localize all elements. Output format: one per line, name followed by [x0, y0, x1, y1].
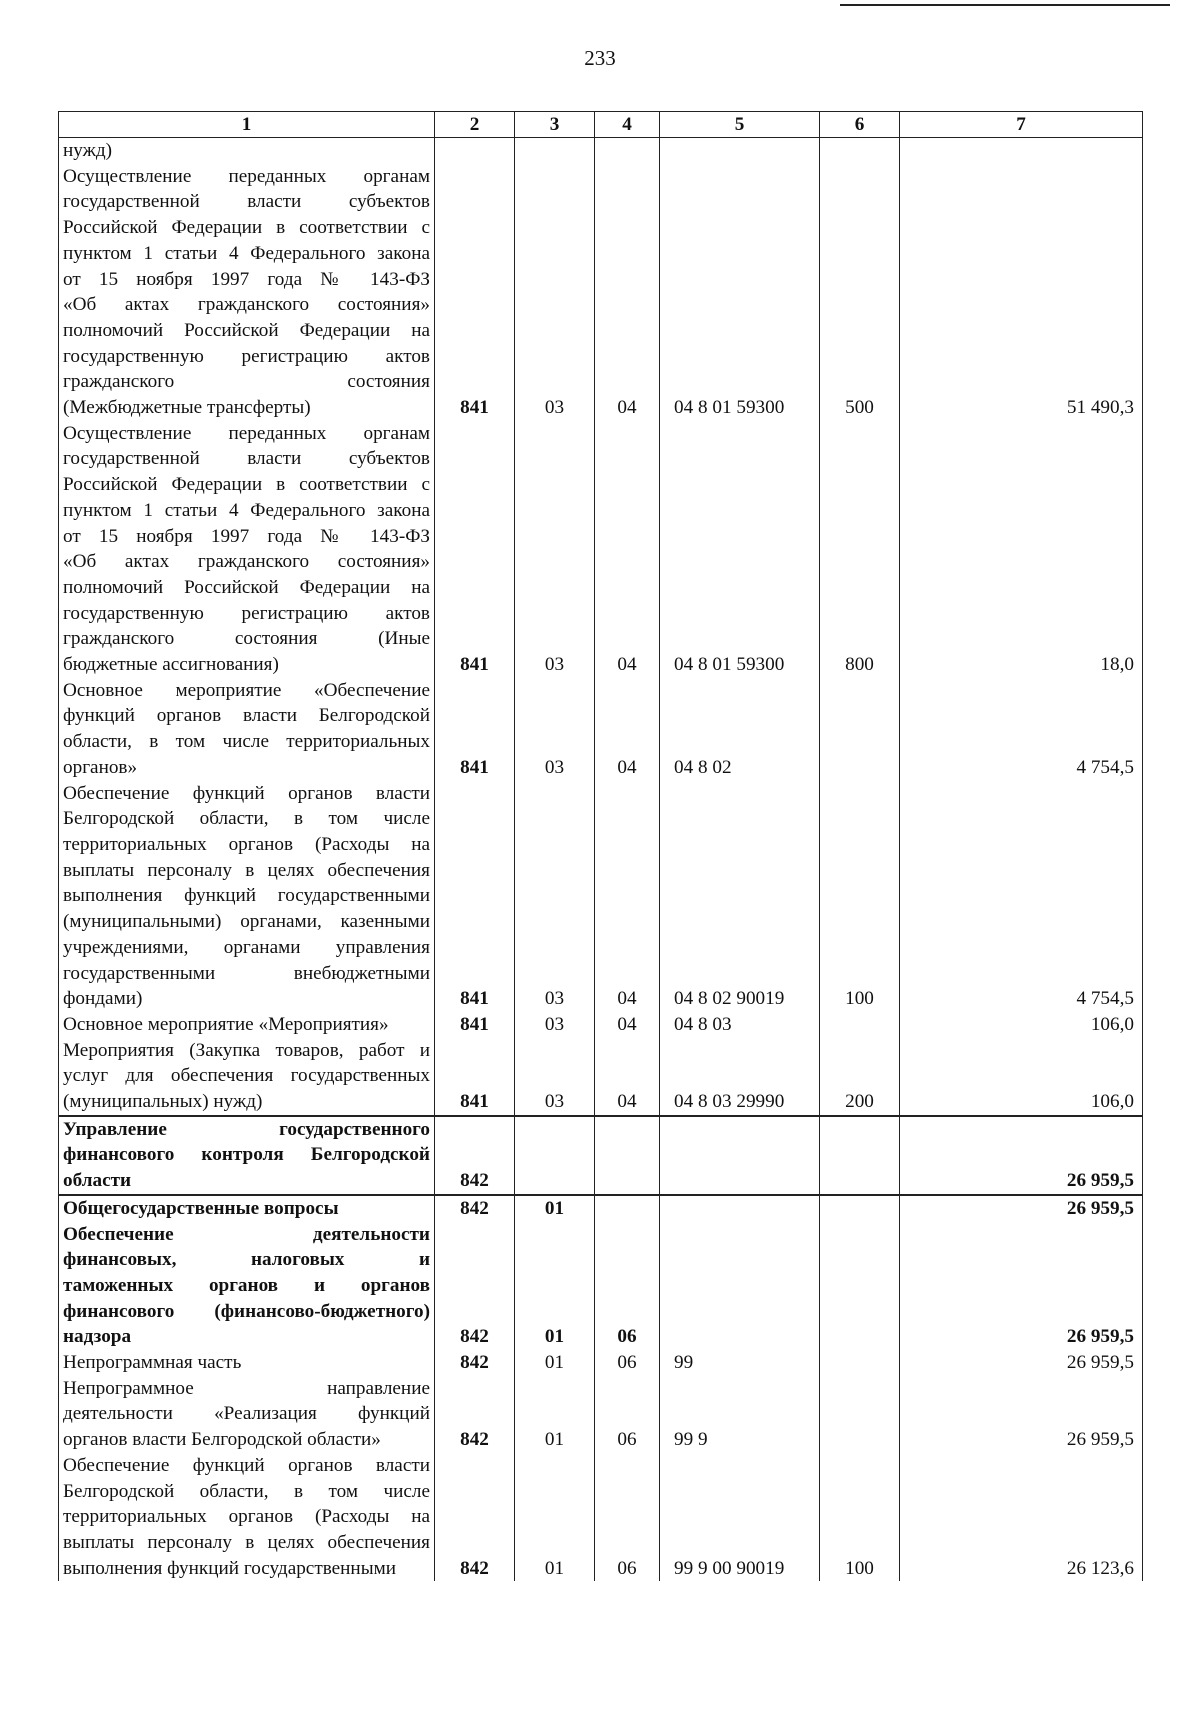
subsection-code-cell: 04 — [595, 1012, 660, 1038]
table-row — [59, 1116, 1143, 1195]
target-article-cell — [660, 1222, 820, 1351]
subsection-code-cell: 06 — [595, 1222, 660, 1351]
description-line: гражданского состояния — [63, 371, 430, 393]
admin-code-cell: 842 — [435, 1350, 515, 1376]
target-article-cell: 04 8 02 90019 — [660, 781, 820, 1012]
description-line: деятельности «Реализация функций — [63, 1403, 430, 1425]
admin-code-cell: 842 — [435, 1453, 515, 1582]
description-line: учреждениями, органами управления — [63, 936, 430, 958]
section-code-cell: 03 — [515, 138, 595, 421]
table-row — [59, 1012, 1143, 1038]
description-line: пунктом 1 статьи 4 Федерального закона — [63, 499, 430, 521]
description-line: государственными внебюджетными — [63, 962, 430, 984]
description-line: бюджетные ассигнования) — [63, 654, 279, 676]
admin-code-cell: 841 — [435, 1012, 515, 1038]
target-article-cell: 99 — [660, 1350, 820, 1376]
target-article-cell: 04 8 01 59300 — [660, 421, 820, 678]
column-header: 2 — [435, 112, 515, 138]
description-line: территориальных органов (Расходы на — [63, 1506, 430, 1528]
expense-type-cell: 100 — [820, 1453, 900, 1582]
amount-cell: 106,0 — [900, 1038, 1143, 1116]
subsection-code-cell: 04 — [595, 781, 660, 1012]
table-row — [59, 781, 1143, 1012]
description-cell — [59, 678, 435, 781]
description-line: полномочий Российской Федерации на — [63, 576, 430, 598]
expense-type-cell — [820, 1116, 900, 1195]
amount-cell: 26 959,5 — [900, 1195, 1143, 1222]
column-header: 5 — [660, 112, 820, 138]
description-line: функций органов власти Белгородской — [63, 705, 430, 727]
amount-cell: 26 959,5 — [900, 1350, 1143, 1376]
subsection-code-cell — [595, 1195, 660, 1222]
description-line: финансового (финансово-бюджетного) — [63, 1300, 430, 1322]
amount-cell: 26 123,6 — [900, 1453, 1143, 1582]
section-code-cell: 03 — [515, 781, 595, 1012]
description-line: гражданского состояния (Иные — [63, 628, 430, 650]
expense-type-cell: 800 — [820, 421, 900, 678]
description-line: Российской Федерации в соответствии с — [63, 474, 430, 496]
description-line: (Межбюджетные трансферты) — [63, 397, 311, 419]
description-line: надзора — [63, 1326, 132, 1348]
amount-cell: 26 959,5 — [900, 1116, 1143, 1195]
section-code-cell: 01 — [515, 1453, 595, 1582]
description-line: органов власти Белгородской области» — [63, 1429, 381, 1451]
section-code-cell: 01 — [515, 1376, 595, 1453]
section-code-cell: 01 — [515, 1195, 595, 1222]
description-line: государственную регистрацию актов — [63, 345, 430, 367]
description-line: Непрограммная часть — [63, 1352, 242, 1374]
description-line: Белгородской области, в том числе — [63, 808, 430, 830]
description-line: (муниципальными) органами, казенными — [63, 911, 430, 933]
description-line: Мероприятия (Закупка товаров, работ и — [63, 1039, 430, 1061]
description-line: территориальных органов (Расходы на — [63, 833, 430, 855]
description-cell — [59, 421, 435, 678]
expense-type-cell — [820, 1012, 900, 1038]
target-article-cell: 04 8 02 — [660, 678, 820, 781]
admin-code-cell: 841 — [435, 138, 515, 421]
expense-type-cell: 100 — [820, 781, 900, 1012]
expense-type-cell — [820, 1222, 900, 1351]
subsection-code-cell: 06 — [595, 1453, 660, 1582]
description-line: Управление государственного — [63, 1118, 430, 1140]
description-line: Обеспечение деятельности — [63, 1223, 430, 1245]
table-row — [59, 1350, 1143, 1376]
description-cell — [59, 1038, 435, 1116]
admin-code-cell: 841 — [435, 678, 515, 781]
description-line: Осуществление переданных органам — [63, 165, 430, 187]
description-line: Общегосударственные вопросы — [63, 1197, 339, 1219]
section-code-cell: 01 — [515, 1222, 595, 1351]
target-article-cell — [660, 1116, 820, 1195]
subsection-code-cell: 04 — [595, 678, 660, 781]
target-article-cell: 04 8 01 59300 — [660, 138, 820, 421]
target-article-cell — [660, 1195, 820, 1222]
column-header: 6 — [820, 112, 900, 138]
amount-cell: 4 754,5 — [900, 781, 1143, 1012]
description-line: нужд) — [63, 140, 113, 161]
column-header: 1 — [59, 112, 435, 138]
description-line: Обеспечение функций органов власти — [63, 782, 430, 804]
amount-cell: 51 490,3 — [900, 138, 1143, 421]
column-header: 7 — [900, 112, 1143, 138]
section-code-cell: 03 — [515, 1038, 595, 1116]
description-line: от 15 ноября 1997 года № 143-ФЗ — [63, 525, 430, 547]
admin-code-cell: 841 — [435, 1038, 515, 1116]
description-line: Белгородской области, в том числе — [63, 1480, 430, 1502]
description-line: фондами) — [63, 988, 143, 1010]
description-cell — [59, 1453, 435, 1582]
subsection-code-cell: 04 — [595, 138, 660, 421]
description-line: выплаты персоналу в целях обеспечения — [63, 1531, 430, 1553]
subsection-code-cell — [595, 1116, 660, 1195]
description-line: «Об актах гражданского состояния» — [63, 551, 430, 573]
table-row — [59, 138, 1143, 421]
expense-type-cell — [820, 1350, 900, 1376]
section-code-cell — [515, 1116, 595, 1195]
expense-type-cell — [820, 1195, 900, 1222]
description-line: Основное мероприятие «Обеспечение — [63, 679, 430, 701]
description-cell — [59, 1376, 435, 1453]
budget-table — [58, 111, 1143, 1581]
admin-code-cell: 842 — [435, 1222, 515, 1351]
target-article-cell: 04 8 03 29990 — [660, 1038, 820, 1116]
description-line: пунктом 1 статьи 4 Федерального закона — [63, 242, 430, 264]
description-line: Основное мероприятие «Мероприятия» — [63, 1013, 389, 1035]
description-line: области — [63, 1170, 132, 1192]
description-line: Непрограммное направление — [63, 1377, 430, 1399]
section-code-cell: 03 — [515, 421, 595, 678]
description-line: от 15 ноября 1997 года № 143-ФЗ — [63, 268, 430, 290]
description-cell — [59, 1195, 435, 1222]
page-number: 233 — [584, 46, 616, 70]
admin-code-cell: 842 — [435, 1195, 515, 1222]
subsection-code-cell: 04 — [595, 421, 660, 678]
description-line: Осуществление переданных органам — [63, 422, 430, 444]
description-line: таможенных органов и органов — [63, 1274, 430, 1296]
table-row — [59, 421, 1143, 678]
expense-type-cell — [820, 1376, 900, 1453]
target-article-cell: 04 8 03 — [660, 1012, 820, 1038]
description-line: финансовых, налоговых и — [63, 1249, 430, 1271]
expense-type-cell: 200 — [820, 1038, 900, 1116]
description-line: государственной власти субъектов — [63, 448, 430, 470]
admin-code-cell: 841 — [435, 781, 515, 1012]
description-cell — [59, 138, 435, 421]
description-line: выполнения функций государственными — [63, 885, 430, 907]
description-line: органов» — [63, 756, 138, 778]
description-cell — [59, 1116, 435, 1195]
description-line: государственной власти субъектов — [63, 191, 430, 213]
description-cell — [59, 1222, 435, 1351]
description-line: Российской Федерации в соответствии с — [63, 217, 430, 239]
description-cell — [59, 1350, 435, 1376]
description-line: выплаты персоналу в целях обеспечения — [63, 859, 430, 881]
subsection-code-cell: 04 — [595, 1038, 660, 1116]
table-row — [59, 1222, 1143, 1351]
column-header-row — [59, 112, 1143, 138]
description-line: области, в том числе территориальных — [63, 731, 430, 753]
section-code-cell: 01 — [515, 1350, 595, 1376]
amount-cell: 26 959,5 — [900, 1222, 1143, 1351]
table-row — [59, 1376, 1143, 1453]
section-code-cell: 03 — [515, 1012, 595, 1038]
expense-type-cell — [820, 678, 900, 781]
table-row — [59, 678, 1143, 781]
amount-cell: 26 959,5 — [900, 1376, 1143, 1453]
subsection-code-cell: 06 — [595, 1376, 660, 1453]
expense-type-cell: 500 — [820, 138, 900, 421]
admin-code-cell: 841 — [435, 421, 515, 678]
section-code-cell: 03 — [515, 678, 595, 781]
top-rule — [840, 4, 1170, 6]
target-article-cell: 99 9 — [660, 1376, 820, 1453]
description-cell — [59, 1012, 435, 1038]
description-line: выполнения функций государственными — [63, 1557, 397, 1579]
amount-cell: 4 754,5 — [900, 678, 1143, 781]
amount-cell: 18,0 — [900, 421, 1143, 678]
table-row — [59, 1038, 1143, 1116]
table-row — [59, 1195, 1143, 1222]
description-cell — [59, 781, 435, 1012]
description-line: (муниципальных) нужд) — [63, 1091, 263, 1113]
admin-code-cell: 842 — [435, 1376, 515, 1453]
target-article-cell: 99 9 00 90019 — [660, 1453, 820, 1582]
column-header: 3 — [515, 112, 595, 138]
description-line: государственную регистрацию актов — [63, 602, 430, 624]
amount-cell: 106,0 — [900, 1012, 1143, 1038]
description-line: «Об актах гражданского состояния» — [63, 294, 430, 316]
column-header: 4 — [595, 112, 660, 138]
description-line: Обеспечение функций органов власти — [63, 1454, 430, 1476]
admin-code-cell: 842 — [435, 1116, 515, 1195]
description-line: полномочий Российской Федерации на — [63, 319, 430, 341]
description-line: услуг для обеспечения государственных — [63, 1065, 430, 1087]
subsection-code-cell: 06 — [595, 1350, 660, 1376]
description-line: финансового контроля Белгородской — [63, 1144, 430, 1166]
table-row — [59, 1453, 1143, 1582]
